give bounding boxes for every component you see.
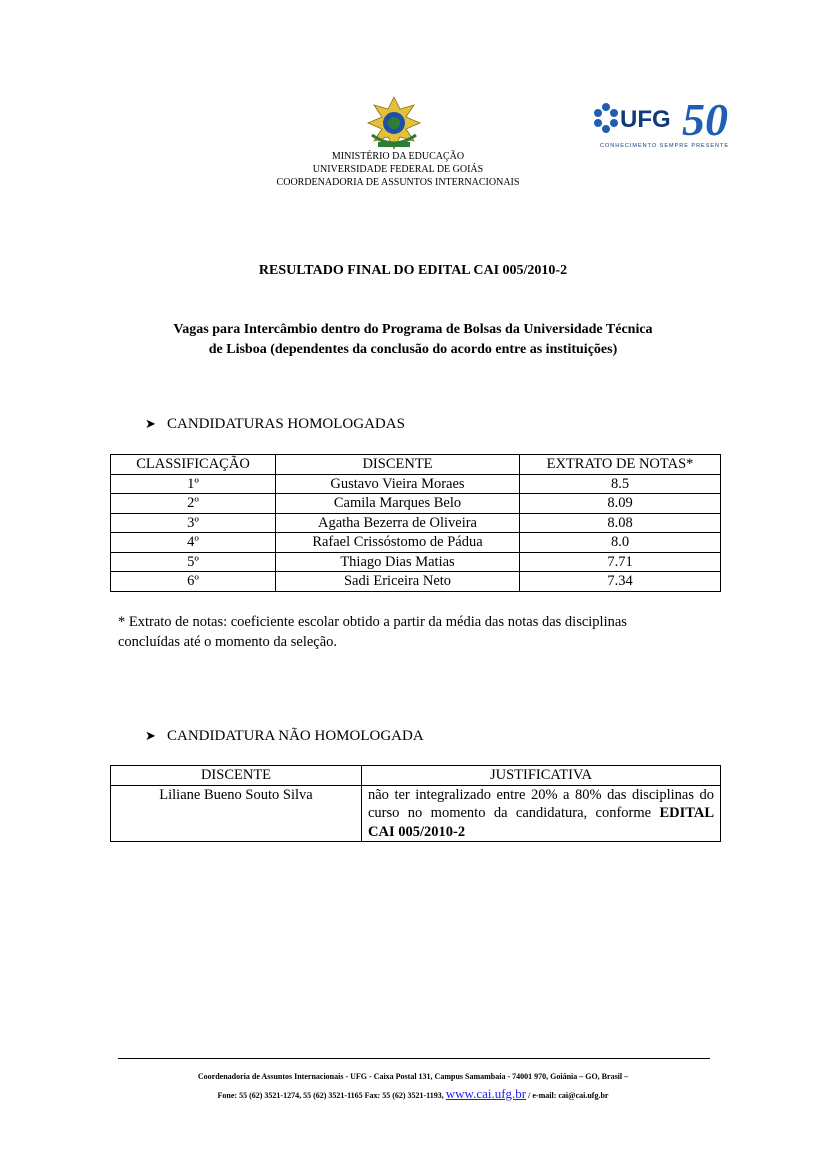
table-row <box>111 533 721 553</box>
approved-candidates-table <box>110 454 721 592</box>
table-row <box>111 552 721 572</box>
grade-cell: 8.09 <box>520 494 721 514</box>
footer-email: / e-mail: cai@cai.ufg.br <box>528 1091 609 1100</box>
grade-cell: 7.71 <box>520 552 721 572</box>
table-row <box>111 785 721 842</box>
grade-cell: 8.5 <box>520 474 721 494</box>
table-row <box>111 474 721 494</box>
svg-text:CONHECIMENTO SEMPRE PRESENTE: CONHECIMENTO SEMPRE PRESENTE <box>600 143 730 149</box>
column-header-grades: EXTRATO DE NOTAS* <box>520 455 721 475</box>
arrow-bullet-icon: ➤ <box>145 416 156 431</box>
section-heading-rejected <box>145 728 424 745</box>
arrow-bullet-icon: ➤ <box>145 728 156 743</box>
student-cell: Agatha Bezerra de Oliveira <box>276 513 520 533</box>
svg-text:50: 50 <box>682 95 728 145</box>
student-cell: Rafael Crissóstomo de Pádua <box>276 533 520 553</box>
ufg-50-years-logo <box>592 95 742 150</box>
student-cell: Thiago Dias Matias <box>276 552 520 572</box>
rank-cell: 1º <box>111 474 276 494</box>
student-cell: Camila Marques Belo <box>276 494 520 514</box>
table-row <box>111 572 721 592</box>
rank-cell: 4º <box>111 533 276 553</box>
justification-edital-ref: EDITAL CAI 005/2010-2 <box>368 805 714 840</box>
section-heading-approved <box>145 416 405 433</box>
subtitle-line-1: Vagas para Intercâmbio dentro do Programa de Bolsas da Universidade Técnica <box>173 322 653 337</box>
grade-cell: 8.0 <box>520 533 721 553</box>
table-header-row <box>111 455 721 475</box>
rank-cell: 6º <box>111 572 276 592</box>
table-header-row <box>111 766 721 786</box>
footer-contacts <box>100 1086 726 1102</box>
grade-cell: 8.08 <box>520 513 721 533</box>
column-header-student: DISCENTE <box>276 455 520 475</box>
header-ministry: MINISTÉRIO DA EDUCAÇÃO <box>331 151 465 162</box>
document-title: RESULTADO FINAL DO EDITAL CAI 005/2010-2 <box>258 263 568 278</box>
footnote-line-1: * Extrato de notas: coeficiente escolar obtido a partir da média das notas das disciplinas <box>118 614 627 630</box>
rank-cell: 5º <box>111 552 276 572</box>
student-cell: Sadi Ericeira Neto <box>276 572 520 592</box>
footer-phones: Fone: 55 (62) 3521-1274, 55 (62) 3521-1165 Fax: 55 (62) 3521-1193, <box>217 1091 444 1100</box>
section-heading-rejected-label: CANDIDATURA NÃO HOMOLOGADA <box>167 728 424 744</box>
justification-cell <box>362 785 721 842</box>
column-header-classification: CLASSIFICAÇÃO <box>111 455 276 475</box>
footnote-line-2: concluídas até o momento da seleção. <box>118 634 338 650</box>
rejected-candidates-table <box>110 765 721 842</box>
document-subtitle <box>100 320 726 360</box>
student-cell: Liliane Bueno Souto Silva <box>111 785 362 842</box>
student-cell: Gustavo Vieira Moraes <box>276 474 520 494</box>
header-department: COORDENADORIA DE ASSUNTOS INTERNACIONAIS <box>276 177 520 188</box>
footer-address: Coordenadoria de Assuntos Internacionais - UFG - Caixa Postal 131, Campus Samambaia - 74001 970, Goiânia – GO, Brasil – <box>197 1072 629 1081</box>
coat-of-arms-logo <box>364 95 424 150</box>
rank-cell: 2º <box>111 494 276 514</box>
grade-cell: 7.34 <box>520 572 721 592</box>
grades-footnote <box>118 612 718 652</box>
subtitle-line-2: de Lisboa (dependentes da conclusão do acordo entre as instituições) <box>208 342 618 357</box>
table-row <box>111 494 721 514</box>
justification-text: não ter integralizado entre 20% a 80% das disciplinas do curso no momento da candidatura, conforme <box>368 786 714 821</box>
website-link[interactable]: www.cai.ufg.br <box>445 1086 527 1101</box>
header-university: UNIVERSIDADE FEDERAL DE GOIÁS <box>312 164 484 175</box>
section-heading-approved-label: CANDIDATURAS HOMOLOGADAS <box>167 416 405 432</box>
rank-cell: 3º <box>111 513 276 533</box>
footer-divider <box>118 1058 710 1059</box>
table-row <box>111 513 721 533</box>
column-header-justification: JUSTIFICATIVA <box>362 766 721 786</box>
column-header-student: DISCENTE <box>111 766 362 786</box>
svg-text:UFG: UFG <box>620 106 671 133</box>
